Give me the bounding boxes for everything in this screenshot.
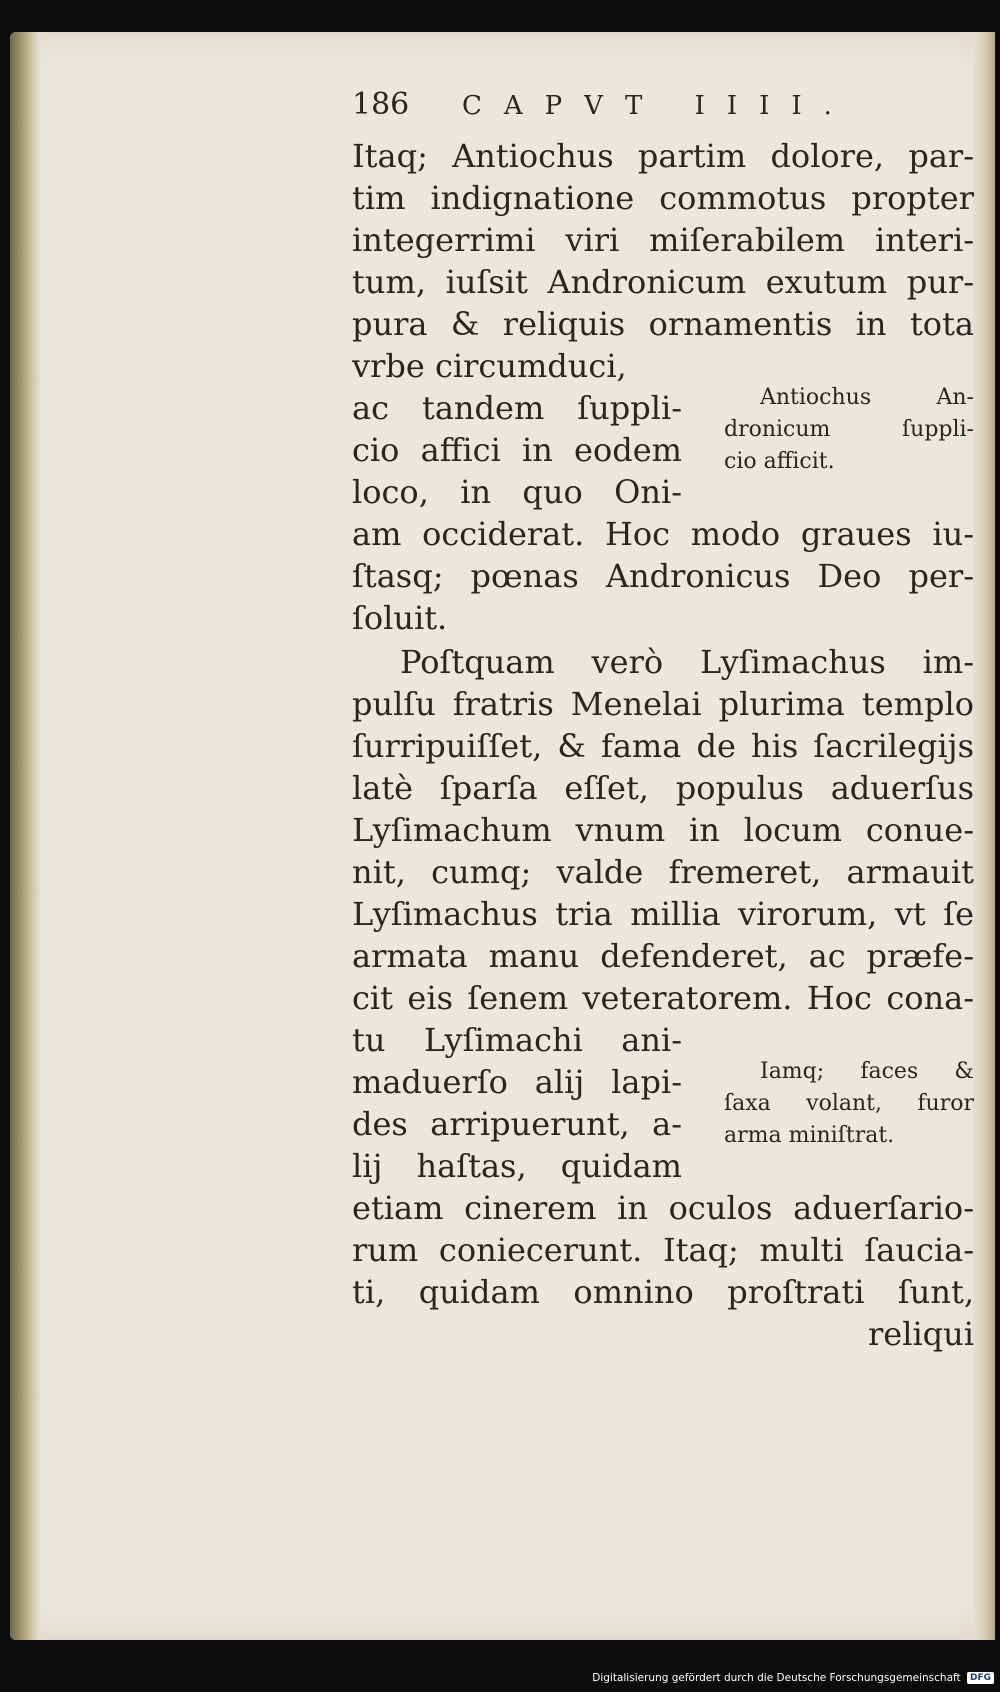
body-line: pulſu fratris Menelai plurima templo xyxy=(352,685,974,723)
margin-note-line: cio afficit. xyxy=(724,449,835,474)
body-line: maduerſo alij lapi- xyxy=(352,1063,682,1101)
body-line: vrbe circumduci, xyxy=(352,347,627,385)
margin-note-line: Iamq; faces & xyxy=(760,1059,974,1084)
body-line: nit, cumq; valde fremeret, armauit xyxy=(352,853,974,891)
margin-note-line: ſaxa volant, furor xyxy=(724,1091,974,1116)
running-header xyxy=(352,87,912,122)
margin-note-line: arma miniſtrat. xyxy=(724,1123,895,1148)
body-line: cio affici in eodem xyxy=(352,431,682,469)
body-line: ti, quidam omnino proſtrati ſunt, xyxy=(352,1273,974,1311)
book-spine xyxy=(10,32,40,1640)
digitization-footer xyxy=(592,1672,994,1684)
body-line: ſtasq; pœnas Andronicus Deo per- xyxy=(352,557,974,595)
body-line: rum coniecerunt. Itaq; multi ſaucia- xyxy=(352,1231,974,1269)
body-line: latè ſparſa eſſet, populus aduerſus xyxy=(352,769,974,807)
body-line: etiam cinerem in oculos aduerſario- xyxy=(352,1189,974,1227)
body-line: ſurripuiſſet, & fama de his ſacrilegijs xyxy=(352,727,974,765)
body-line: ac tandem ſuppli- xyxy=(352,389,682,427)
body-line: loco, in quo Oni- xyxy=(352,473,682,511)
body-line: tu Lyſimachi ani- xyxy=(352,1021,682,1059)
body-line: am occiderat. Hoc modo graues iu- xyxy=(352,515,974,553)
dfg-logo-icon: DFG xyxy=(967,1672,994,1684)
body-line: Lyſimachum vnum in locum conue- xyxy=(352,811,974,849)
body-line: lij haſtas, quidam xyxy=(352,1147,682,1185)
body-line: pura & reliquis ornamentis in tota xyxy=(352,305,974,343)
margin-note-line: dronicum ſuppli- xyxy=(724,417,974,442)
body-line: integerrimi viri miſerabilem interi- xyxy=(352,221,974,259)
page-number: 186 xyxy=(352,87,410,122)
body-line: Poſtquam verò Lyſimachus im- xyxy=(400,643,974,681)
page-edge xyxy=(973,32,995,1640)
running-title: CAPVT IIII. xyxy=(462,91,854,121)
body-line: cit eis ſenem veteratorem. Hoc cona- xyxy=(352,979,974,1017)
margin-note-line: Antiochus An- xyxy=(760,385,974,410)
body-line: tim indignatione commotus propter xyxy=(352,179,974,217)
body-line: Lyſimachus tria millia virorum, vt ſe xyxy=(352,895,974,933)
funding-credit: Digitalisierung gefördert durch die Deutsche Forschungsgemeinschaft xyxy=(592,1672,961,1684)
body-line: Itaq; Antiochus partim dolore, par- xyxy=(352,137,974,175)
body-line: armata manu defenderet, ac præfe- xyxy=(352,937,974,975)
body-line: tum, iuſsit Andronicum exutum pur- xyxy=(352,263,974,301)
body-line: des arripuerunt, a- xyxy=(352,1105,682,1143)
catchword: reliqui xyxy=(867,1315,974,1353)
body-line: ſoluit. xyxy=(352,599,448,637)
